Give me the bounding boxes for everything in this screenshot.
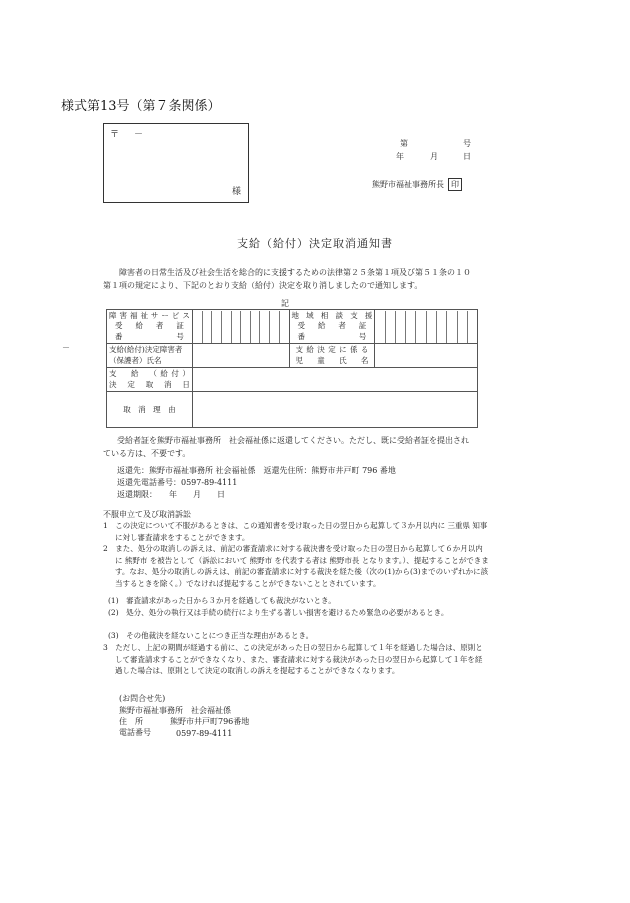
community-cert-number-cells (375, 310, 478, 344)
digit-cell (193, 311, 202, 343)
digit-cell (231, 311, 241, 343)
label-cancel-reason: 取 消 理 由 (107, 392, 193, 428)
doc-number-dai: 第 (400, 139, 408, 148)
label-line: 受 給 者 証 (115, 321, 184, 331)
contact-office: 熊野市福祉事務所 社会福祉係 (119, 706, 231, 715)
honorific: 様 (231, 187, 241, 197)
appeal-sub-3: (3) その他裁決を経ないことにつき正当な理由があるとき。 (108, 631, 314, 640)
table-row (107, 368, 478, 392)
label-line: 番 号 (297, 331, 367, 341)
contact-address-label: 住 所 (119, 717, 143, 726)
table-row (107, 392, 478, 428)
child-name-value (375, 344, 478, 368)
digit-grid (375, 311, 477, 343)
digit-cell (385, 311, 395, 343)
digit-cell (240, 311, 250, 343)
digit-cell (211, 311, 221, 343)
digit-cell (221, 311, 231, 343)
label-recipient-name (107, 344, 193, 368)
appeal-heading: 不服申立て及び取消訴訟 (103, 510, 191, 519)
appeal-sub-1: (1) 審査請求があった日から３か月を経過しても裁決がないとき。 (108, 596, 336, 605)
label-line: 決 定 取 消 日 (109, 379, 190, 389)
recipient-name-value (192, 344, 289, 368)
digit-cell (415, 311, 425, 343)
contact-address-value: 熊野市井戸町796番地 (170, 717, 250, 726)
sender-line (372, 178, 462, 191)
label-line: 支給決定に係る (295, 345, 369, 354)
digit-cell (457, 311, 467, 343)
intro-paragraph: 障害者の日常生活及び社会生活を総合的に支援するための法律第２５条第１項及び第５１条の１０第１項の規定により、下記のとおり支給（給付）決定を取り消しましたので通知します。 (103, 268, 471, 290)
document-title: 支給（給付）決定取消通知書 (237, 237, 393, 250)
digit-cell (395, 311, 405, 343)
label-cancel-date (107, 368, 193, 392)
return-note: 受給者証を熊野市福祉事務所 社会福祉係に返還してください。ただし、既に受給者証を提出されている方は、不要です。 (103, 436, 469, 458)
label-community-cert (289, 310, 375, 344)
margin-dash: － (62, 343, 70, 352)
digit-grid (193, 311, 289, 343)
digit-cell (405, 311, 415, 343)
ki-label: 記 (281, 299, 289, 308)
appeal-item-1: 1 この決定について不服があるときは、この通知書を受け取った日の翌日から起算して３か月以内に 三重県 知事に対し審査請求をすることができます。 (103, 521, 488, 542)
digit-cell (467, 311, 477, 343)
service-cert-number-cells (192, 310, 289, 344)
recipient-table (106, 309, 478, 428)
digit-cell (436, 311, 446, 343)
postal-dash: － (134, 130, 144, 140)
postal-mark: 〒 (110, 130, 120, 140)
label-line: 受 給 者 証 (297, 321, 367, 331)
digit-cell (375, 311, 384, 343)
label-child-name (289, 344, 375, 368)
cancel-reason-value (192, 392, 477, 428)
digit-cell (202, 311, 212, 343)
contact-heading: (お問合せ先) (119, 694, 166, 703)
return-destination: 返還先：熊野市福祉事務所 社会福祉係 返還先住所：熊野市井戸町 796 番地 (117, 466, 396, 475)
digit-cell (279, 311, 289, 343)
contact-phone-label: 電話番号 (119, 728, 151, 737)
cancel-date-value (192, 368, 477, 392)
appeal-item-2: 2 また、処分の取消しの訴えは、前記の審査請求に対する裁決書を受け取った日の翌日から起算して６か月以内に 熊野市 を被告として（訴訟において 熊野市 を代表する者は 熊野市長 となります。）、提起することができます。なお、処分の取消しの訴えは、前記の審査請求に対する裁決を経た後（次の(1)から(3)までのいずれかに該当するときを除く。）でなければ提起することができないこととされています。 (103, 544, 489, 588)
appeal-sub-2: (2) 処分、処分の執行又は手続の続行により生ずる著しい損害を避けるため緊急の必要があるとき。 (108, 608, 449, 617)
appeal-item-3: 3 ただし、上記の期間が経過する前に、この決定があった日の翌日から起算して１年を経過した場合は、原則として審査請求することができなくなり、また、審査請求に対する裁決があった日の翌日から起算して１年を経過した場合は、原則として決定の取消しの訴えを提起することができなくなります。 (103, 643, 483, 675)
date-month: 月 (430, 152, 438, 161)
digit-cell (446, 311, 456, 343)
label-line: 支給(給付)決定障害者 (109, 345, 183, 354)
return-phone: 返還先電話番号：0597-89-4111 (117, 478, 238, 487)
contact-phone-value: 0597-89-4111 (176, 729, 233, 738)
date-year: 年 (396, 152, 404, 161)
digit-cell (269, 311, 279, 343)
date-day: 日 (463, 152, 471, 161)
form-number: 様式第13号（第７条関係） (61, 99, 221, 114)
sender-name: 熊野市福祉事務所長 (372, 180, 444, 189)
address-box (103, 123, 249, 203)
digit-cell (426, 311, 436, 343)
table-row (107, 344, 478, 368)
table-row (107, 310, 478, 344)
doc-number-go: 号 (463, 139, 471, 148)
label-line: 障害福祉サービス (109, 310, 190, 320)
label-line: 支 給 （給付） (109, 369, 190, 378)
label-service-cert (107, 310, 193, 344)
digit-cell (259, 311, 269, 343)
seal-mark: 印 (448, 178, 462, 191)
label-line: 番 号 (115, 331, 184, 341)
label-line: （保護者）氏名 (109, 355, 162, 365)
label-line: 地域相談支援 (291, 310, 373, 320)
return-deadline: 返還期限： 年 月 日 (117, 490, 225, 499)
label-line: 児 童 氏 名 (295, 355, 369, 365)
digit-cell (250, 311, 260, 343)
